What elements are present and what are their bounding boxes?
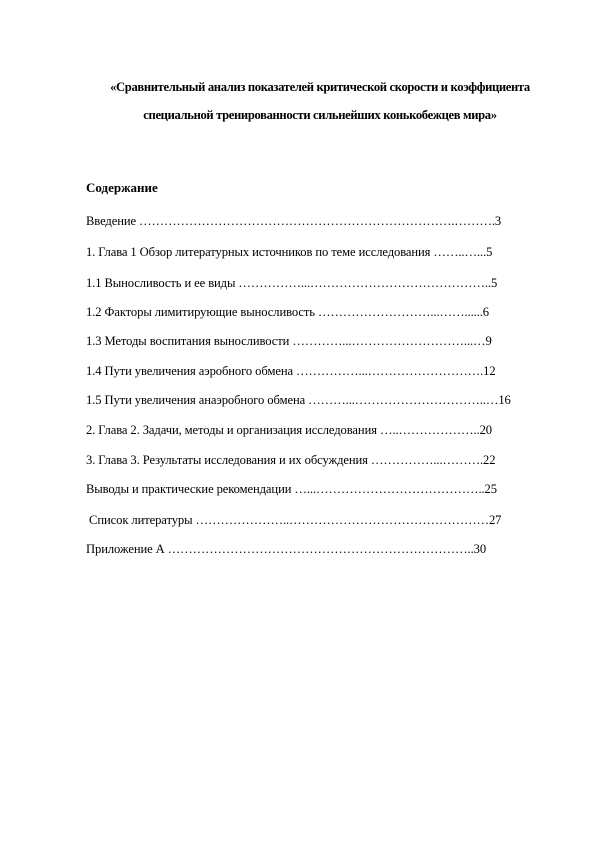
toc-item-introduction: Введение ………………………………………………………………….……….3 xyxy=(86,214,502,228)
toc-item-chapter-1: 1. Глава 1 Обзор литературных источников по теме исследования ……..…...5 xyxy=(86,245,493,259)
toc-heading: Содержание xyxy=(86,180,158,195)
toc-item-references: Список литературы …………………..…………………………………………27 xyxy=(86,513,502,527)
toc-item-section-1-2: 1.2 Факторы лимитирующие выносливость ………………………...……......6 xyxy=(86,305,490,319)
document-title-line-2: специальной тренированности сильнейших конькобежцев мира» xyxy=(143,108,497,122)
toc-item-section-1-3: 1.3 Методы воспитания выносливости …………...………………………...…9 xyxy=(86,334,492,348)
toc-item-chapter-3: 3. Глава 3. Результаты исследования и их обсуждения ……………...……….22 xyxy=(86,453,496,467)
toc-item-section-1-5: 1.5 Пути увеличения анаэробного обмена ………...…………………………..…16 xyxy=(86,393,511,407)
toc-item-chapter-2: 2. Глава 2. Задачи, методы и организация исследования …..………………..20 xyxy=(86,423,492,437)
toc-item-appendix-a: Приложение А ………………………………………………………………..30 xyxy=(86,542,487,556)
document-title-line-1: «Сравнительный анализ показателей критической скорости и коэффициента xyxy=(110,80,530,94)
toc-item-section-1-4: 1.4 Пути увеличения аэробного обмена ……………...……………………….12 xyxy=(86,364,496,378)
toc-item-conclusions: Выводы и практические рекомендации …...…………………………………..25 xyxy=(86,482,497,496)
toc-item-section-1-1: 1.1 Выносливость и ее виды ……………...……………………………………..5 xyxy=(86,276,498,290)
